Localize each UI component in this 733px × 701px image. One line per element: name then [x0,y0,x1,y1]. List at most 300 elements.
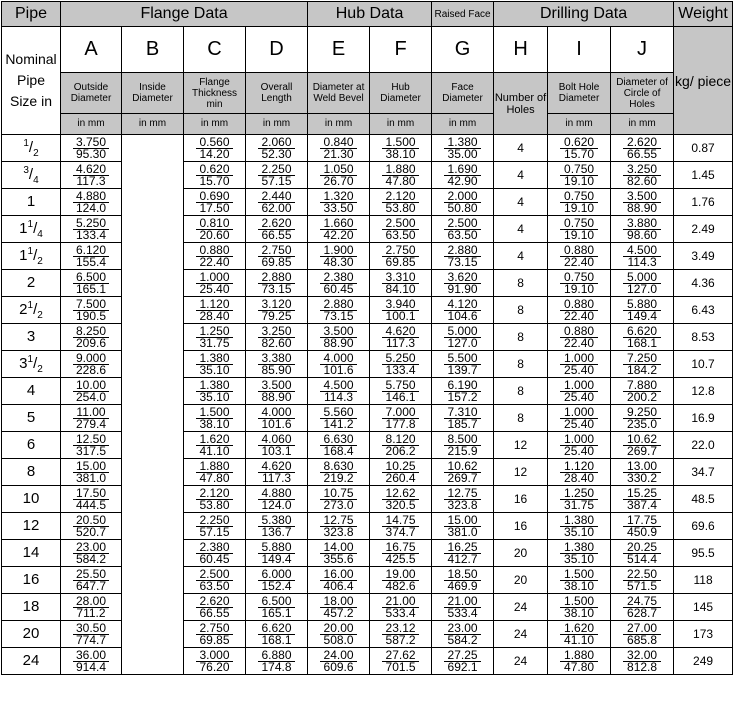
value-in: 7.500 [75,296,107,311]
cell-i [548,594,611,621]
table-row [2,486,733,513]
value-mm: 117.3 [73,175,109,187]
pipe-size-cell [2,432,61,459]
cell-g [432,648,494,675]
number-of-holes: 24 [494,621,548,648]
cell-a [61,432,122,459]
table-row [2,135,733,162]
value-mm: 914.4 [73,661,109,673]
value-mm: 209.6 [73,337,109,349]
value-in: 9.250 [627,404,658,419]
cell-g [432,567,494,594]
cell-i [548,540,611,567]
value-mm: 63.50 [382,229,419,241]
size-whole: 1 [19,219,28,237]
cell-g [432,540,494,567]
value-mm: 69.85 [258,256,295,268]
table-row [2,243,733,270]
value-mm: 98.60 [623,229,661,241]
value-mm: 42.90 [444,175,481,187]
cell-c [184,324,246,351]
value-in: 0.880 [199,242,230,257]
cell-d [246,216,308,243]
weight-value: 22.0 [674,432,733,459]
value-mm: 15.70 [196,175,233,187]
cell-e [308,513,370,540]
value-mm: 323.8 [444,499,481,511]
cell-d [246,351,308,378]
table-row [2,567,733,594]
cell-j [611,459,674,486]
size-whole: 20 [22,624,40,642]
cell-i [548,216,611,243]
value-in: 4.620 [385,323,416,338]
value-in: 3.000 [199,647,230,662]
cell-a [61,324,122,351]
value-mm: 317.5 [73,445,109,457]
value-mm: 33.50 [320,202,357,214]
value-mm: 101.6 [320,364,357,376]
value-in: 3.940 [385,296,416,311]
value-in: 2.120 [199,485,230,500]
value-in: 0.840 [323,134,354,149]
value-mm: 19.10 [560,175,598,187]
cell-c [184,513,246,540]
value-mm: 84.10 [382,283,419,295]
value-in: 22.50 [627,566,658,581]
value-in: 2.880 [323,296,354,311]
value-in: 12.75 [323,512,354,527]
weight-unit-header: kg/ piece [674,27,733,135]
value-in: 4.000 [261,404,292,419]
value-mm: 469.9 [444,580,481,592]
cell-j [611,567,674,594]
value-mm: 117.3 [382,337,419,349]
value-in: 1.660 [323,215,354,230]
value-in: 3.880 [627,215,658,230]
cell-g [432,459,494,486]
cell-g [432,378,494,405]
value-mm: 269.7 [623,445,661,457]
value-in: 0.750 [564,188,595,203]
unit-label: in mm [611,114,674,135]
cell-j [611,270,674,297]
cell-f [370,270,432,297]
column-desc-f: Hub Diameter [370,73,432,114]
value-in: 16.25 [447,539,478,554]
cell-j [611,243,674,270]
value-in: 2.880 [447,242,478,257]
value-mm: 330.2 [623,472,661,484]
cell-i [548,297,611,324]
cell-e [308,621,370,648]
table-row [2,405,733,432]
value-in: 1.900 [323,242,354,257]
value-mm: 88.90 [623,202,661,214]
value-in: 16.75 [385,539,416,554]
value-in: 4.620 [261,458,292,473]
cell-j [611,621,674,648]
value-in: 3.310 [385,269,416,284]
value-mm: 57.15 [258,175,295,187]
cell-a [61,216,122,243]
value-in: 1.120 [199,296,230,311]
cell-i [548,162,611,189]
cell-i [548,405,611,432]
cell-d [246,621,308,648]
size-denominator: 4 [37,228,43,240]
value-in: 2.620 [199,593,230,608]
nominal-pipe-size-header: Nominal Pipe Size in [2,27,61,135]
value-mm: 647.7 [73,580,109,592]
cell-c [184,459,246,486]
value-in: 21.00 [385,593,416,608]
cell-f [370,567,432,594]
value-mm: 711.2 [73,607,109,619]
value-in: 15.00 [447,512,478,527]
value-in: 6.500 [75,269,107,284]
value-in: 3.620 [447,269,478,284]
number-of-holes: 16 [494,486,548,513]
size-whole: 3 [26,327,36,345]
value-in: 4.500 [323,377,354,392]
value-mm: 152.4 [258,580,295,592]
value-in: 1.690 [447,161,478,176]
size-whole: 4 [26,381,36,399]
value-in: 1.320 [323,188,354,203]
value-in: 2.380 [323,269,354,284]
cell-e [308,486,370,513]
number-of-holes: 4 [494,189,548,216]
unit-label: in mm [246,114,308,135]
value-in: 3.250 [261,323,292,338]
table-row [2,648,733,675]
value-mm: 355.6 [320,553,357,565]
value-in: 5.560 [323,404,354,419]
value-mm: 155.4 [73,256,109,268]
value-in: 1.000 [564,431,595,446]
value-mm: 114.3 [623,256,661,268]
value-in: 2.440 [261,188,292,203]
pipe-size-cell [2,648,61,675]
value-mm: 41.10 [196,445,233,457]
value-mm: 260.4 [382,472,419,484]
column-letter-c: C [184,27,246,73]
value-in: 2.060 [261,134,292,149]
value-mm: 35.10 [196,364,233,376]
cell-a [61,540,122,567]
weight-value: 173 [674,621,733,648]
pipe-size-cell [2,459,61,486]
cell-g [432,324,494,351]
cell-c [184,270,246,297]
cell-j [611,135,674,162]
column-letter-a: A [61,27,122,73]
value-in: 2.880 [261,269,292,284]
value-in: 5.500 [447,350,478,365]
cell-i [548,189,611,216]
cell-i [548,135,611,162]
value-mm: 157.2 [444,391,481,403]
cell-c [184,135,246,162]
value-in: 7.250 [627,350,658,365]
cell-d [246,324,308,351]
value-mm: 133.4 [382,364,419,376]
column-desc-c: Flange Thickness min [184,73,246,114]
value-mm: 533.4 [444,607,481,619]
table-row [2,216,733,243]
value-in: 0.810 [199,215,230,230]
value-mm: 165.1 [73,283,109,295]
cell-c [184,594,246,621]
cell-g [432,216,494,243]
cell-c [184,621,246,648]
cell-j [611,378,674,405]
cell-d [246,378,308,405]
column-letter-j: J [611,27,674,73]
value-in: 27.00 [627,620,658,635]
table-row [2,351,733,378]
column-letter-d: D [246,27,308,73]
weight-value: 16.9 [674,405,733,432]
value-in: 1.880 [385,161,416,176]
cell-a [61,594,122,621]
value-in: 36.00 [75,647,107,662]
cell-f [370,135,432,162]
pipe-size-cell [2,540,61,567]
value-mm: 69.85 [382,256,419,268]
value-mm: 374.7 [382,526,419,538]
weight-value: 12.8 [674,378,733,405]
cell-a [61,243,122,270]
value-mm: 69.85 [196,634,233,646]
value-in: 1.250 [199,323,230,338]
value-mm: 22.40 [560,337,598,349]
value-mm: 149.4 [258,553,295,565]
value-in: 3.500 [627,188,658,203]
unit-label: in mm [184,114,246,135]
cell-a [61,351,122,378]
weight-value: 95.5 [674,540,733,567]
table-row [2,189,733,216]
number-of-holes: 4 [494,135,548,162]
cell-j [611,189,674,216]
cell-j [611,324,674,351]
weight-value: 4.36 [674,270,733,297]
cell-j [611,405,674,432]
weight-value: 34.7 [674,459,733,486]
cell-f [370,162,432,189]
size-whole: 2 [19,300,28,318]
column-letter-i: I [548,27,611,73]
cell-a [61,162,122,189]
size-numerator: 1 [27,353,34,365]
unit-label: in mm [308,114,370,135]
value-mm: 587.2 [382,634,419,646]
size-whole: 6 [26,435,36,453]
value-in: 23.00 [447,620,478,635]
value-mm: 88.90 [320,337,357,349]
value-in: 0.750 [564,269,595,284]
flange-data-header: Flange Data [61,2,308,27]
size-whole: 24 [22,651,40,669]
value-mm: 42.20 [320,229,357,241]
number-of-holes: 20 [494,567,548,594]
value-in: 12.75 [447,485,478,500]
cell-a [61,486,122,513]
table-row [2,594,733,621]
value-in: 0.880 [564,242,595,257]
value-mm: 279.4 [73,418,109,430]
cell-j [611,486,674,513]
value-in: 2.750 [385,242,416,257]
value-in: 2.380 [199,539,230,554]
cell-g [432,243,494,270]
value-mm: 444.5 [73,499,109,511]
value-in: 17.75 [627,512,658,527]
value-in: 1.380 [564,512,595,527]
value-in: 0.750 [564,161,595,176]
value-mm: 609.6 [320,661,357,673]
value-in: 2.750 [199,620,230,635]
value-mm: 35.10 [560,526,598,538]
cell-c [184,405,246,432]
value-in: 6.190 [447,377,478,392]
cell-c [184,567,246,594]
cell-d [246,189,308,216]
value-mm: 146.1 [382,391,419,403]
number-of-holes: 24 [494,594,548,621]
cell-f [370,243,432,270]
value-mm: 136.7 [258,526,295,538]
value-mm: 228.6 [73,364,109,376]
value-in: 2.500 [199,566,230,581]
value-mm: 200.2 [623,391,661,403]
value-mm: 269.7 [444,472,481,484]
cell-i [548,648,611,675]
cell-c [184,216,246,243]
value-in: 3.500 [261,377,292,392]
value-in: 1.620 [199,431,230,446]
value-mm: 25.40 [560,391,598,403]
value-in: 4.620 [75,161,107,176]
value-in: 1.880 [564,647,595,662]
cell-g [432,270,494,297]
size-whole: 10 [22,489,40,507]
value-mm: 184.2 [623,364,661,376]
cell-f [370,324,432,351]
pipe-size-cell: $^1/_2$ [2,135,61,162]
value-mm: 584.2 [73,553,109,565]
value-mm: 26.70 [320,175,357,187]
value-mm: 141.2 [320,418,357,430]
value-in: 5.250 [75,215,107,230]
value-in: 19.00 [385,566,416,581]
value-mm: 168.1 [623,337,661,349]
value-mm: 100.1 [382,310,419,322]
value-in: 10.75 [323,485,354,500]
weight-value: 8.53 [674,324,733,351]
value-in: 12.50 [75,431,107,446]
number-of-holes: 8 [494,324,548,351]
cell-e [308,648,370,675]
cell-i [548,486,611,513]
value-mm: 48.30 [320,256,357,268]
value-in: 5.750 [385,377,416,392]
cell-e [308,540,370,567]
value-mm: 457.2 [320,607,357,619]
value-in: 5.380 [261,512,292,527]
value-mm: 60.45 [320,283,357,295]
weight-value: 3.49 [674,243,733,270]
value-in: 2.620 [627,134,658,149]
cell-a [61,378,122,405]
value-mm: 38.10 [560,607,598,619]
value-mm: 206.2 [382,445,419,457]
value-mm: 47.80 [196,472,233,484]
value-mm: 35.10 [560,553,598,565]
size-whole: 5 [26,408,36,426]
cell-i [548,432,611,459]
value-mm: 17.50 [196,202,233,214]
value-in: 8.120 [385,431,416,446]
size-numerator: 1 [27,299,34,311]
cell-e [308,378,370,405]
value-mm: 25.40 [196,283,233,295]
weight-value: 118 [674,567,733,594]
weight-value: 0.87 [674,135,733,162]
pipe-size-cell [2,486,61,513]
value-mm: 103.1 [258,445,295,457]
value-mm: 219.2 [320,472,357,484]
value-in: 23.12 [385,620,416,635]
value-in: 5.000 [627,269,658,284]
value-mm: 320.5 [382,499,419,511]
value-mm: 190.5 [73,310,109,322]
cell-c [184,297,246,324]
value-in: 6.880 [261,647,292,662]
value-mm: 14.20 [196,148,233,160]
cell-i [548,351,611,378]
cell-i [548,378,611,405]
cell-a [61,405,122,432]
value-mm: 38.10 [560,580,598,592]
cell-f [370,540,432,567]
value-mm: 127.0 [444,337,481,349]
value-mm: 812.8 [623,661,661,673]
table-row [2,324,733,351]
value-mm: 185.7 [444,418,481,430]
value-in: 4.000 [323,350,354,365]
value-mm: 177.8 [382,418,419,430]
cell-d [246,135,308,162]
table-row [2,378,733,405]
column-desc-j: Diameter of Circle of Holes [611,73,674,114]
table-row [2,540,733,567]
pipe-header: Pipe [2,2,61,27]
pipe-size-cell [2,270,61,297]
value-in: 1.880 [199,458,230,473]
value-in: 20.50 [75,512,107,527]
value-mm: 28.40 [196,310,233,322]
value-mm: 533.4 [382,607,419,619]
value-in: 9.000 [75,350,107,365]
value-in: 24.00 [323,647,354,662]
value-mm: 701.5 [382,661,419,673]
value-mm: 124.0 [258,499,295,511]
column-desc-e: Diameter at Weld Bevel [308,73,370,114]
cell-f [370,432,432,459]
